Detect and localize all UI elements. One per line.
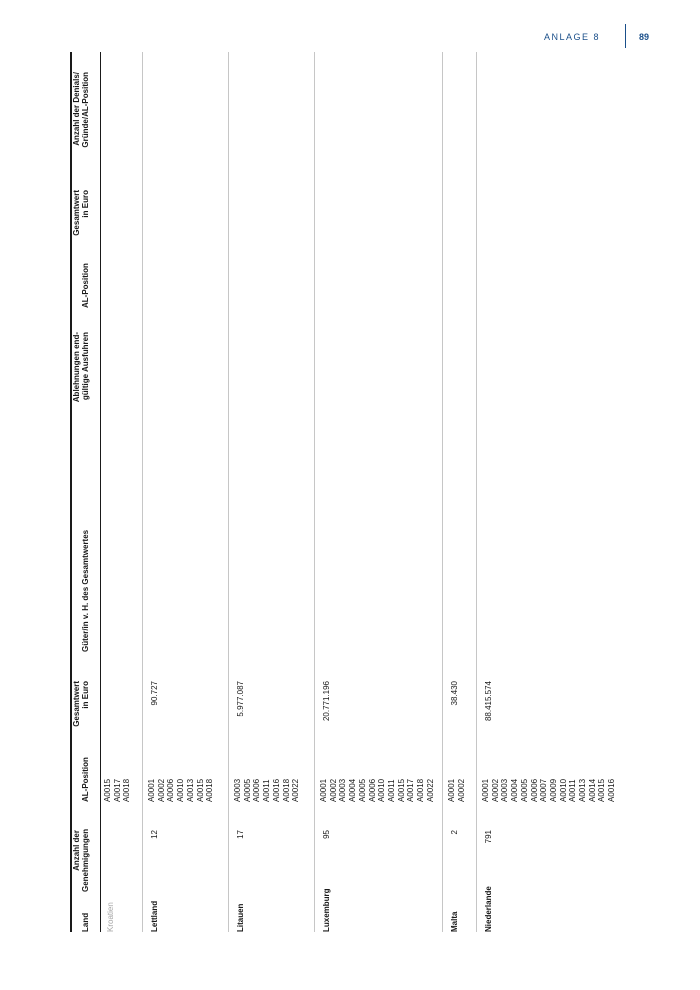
al-position-code: A0016 <box>271 778 281 802</box>
al-position-code: A0010 <box>176 778 186 802</box>
row-positions <box>481 762 617 802</box>
col-gueter: Güter/in v. H. des Gesamtwertes <box>81 529 90 652</box>
col-gesamtwert2-line1: Gesamtwert <box>72 190 81 236</box>
al-position-code: A0001 <box>319 778 328 802</box>
row-country: Malta <box>450 911 459 932</box>
table-row <box>147 52 225 932</box>
al-position-code: A0015 <box>195 778 205 802</box>
al-position-code: A0006 <box>252 778 262 802</box>
row-country: Kroatien <box>106 902 115 932</box>
al-position-code: A0015 <box>597 778 607 802</box>
col-ablehnungen <box>72 332 90 412</box>
row-value: 88.415.574 <box>484 681 493 722</box>
al-position-code: A0005 <box>242 778 252 802</box>
al-position-code: A0014 <box>587 778 597 802</box>
col-denials-line1: Anzahl der Denials/ <box>72 72 81 146</box>
col-gesamtwert-line2: in Euro <box>81 681 90 709</box>
row-positions <box>147 762 215 802</box>
col-al-position-2: AL-Position <box>81 263 90 308</box>
al-position-code: A0006 <box>529 778 539 802</box>
row-divider <box>314 52 315 932</box>
table-row <box>103 52 140 932</box>
al-position-code: A0002 <box>156 778 166 802</box>
al-position-code: A0009 <box>548 778 558 802</box>
row-value: 5.977.087 <box>236 681 245 717</box>
row-value: 38.430 <box>450 681 459 706</box>
col-gesamtwert-2 <box>72 190 90 242</box>
table-header <box>72 52 100 932</box>
al-position-code: A0011 <box>386 779 396 802</box>
row-count: 95 <box>322 830 331 839</box>
al-position-code: A0006 <box>367 778 377 802</box>
row-count: 791 <box>484 830 493 844</box>
al-position-code: A0001 <box>147 778 156 802</box>
export-table <box>70 52 650 932</box>
table-header-rule <box>100 52 101 932</box>
al-position-code: A0006 <box>166 778 176 802</box>
row-value: 20.771.196 <box>322 681 331 722</box>
col-denials <box>72 72 90 172</box>
al-position-code: A0018 <box>281 778 291 802</box>
row-positions <box>447 762 466 802</box>
al-position-code: A0011 <box>568 779 578 802</box>
col-al-position: AL-Position <box>81 757 90 802</box>
al-position-code: A0016 <box>607 778 617 802</box>
table-row <box>319 52 439 932</box>
al-position-code: A0015 <box>103 778 112 802</box>
al-position-code: A0005 <box>357 778 367 802</box>
al-position-code: A0017 <box>112 778 122 802</box>
al-position-code: A0005 <box>519 778 529 802</box>
al-position-code: A0007 <box>539 778 549 802</box>
al-position-code: A0002 <box>490 778 500 802</box>
table-row <box>233 52 311 932</box>
al-position-code: A0015 <box>396 778 406 802</box>
col-land: Land <box>81 912 90 932</box>
al-position-code: A0001 <box>481 778 490 802</box>
al-position-code: A0003 <box>233 778 242 802</box>
row-country: Litauen <box>236 903 245 932</box>
al-position-code: A0002 <box>456 778 466 802</box>
row-divider <box>228 52 229 932</box>
al-position-code: A0013 <box>185 778 195 802</box>
col-gesamtwert-line1: Gesamtwert <box>72 681 81 727</box>
row-value: 90.727 <box>150 681 159 706</box>
row-positions <box>103 762 132 802</box>
page-number: 89 <box>639 32 650 42</box>
col-anzahl <box>72 830 90 892</box>
row-count: 2 <box>450 830 459 835</box>
al-position-code: A0018 <box>205 778 215 802</box>
table-row <box>447 52 472 932</box>
al-position-code: A0003 <box>500 778 510 802</box>
al-position-code: A0003 <box>338 778 348 802</box>
al-position-code: A0001 <box>447 778 456 802</box>
al-position-code: A0018 <box>122 778 132 802</box>
al-position-code: A0010 <box>377 778 387 802</box>
row-positions <box>233 762 301 802</box>
row-country: Niederlande <box>484 886 493 932</box>
header-divider <box>625 24 626 48</box>
al-position-code: A0011 <box>262 779 272 802</box>
col-gesamtwert2-line2: in Euro <box>81 190 90 218</box>
al-position-code: A0018 <box>416 778 426 802</box>
col-denials-line2: Gründe/AL-Position <box>81 72 90 148</box>
row-country: Lettland <box>150 900 159 932</box>
row-positions <box>319 762 435 802</box>
row-divider <box>142 52 143 932</box>
row-divider <box>476 52 477 932</box>
al-position-code: A0010 <box>558 778 568 802</box>
row-count: 17 <box>236 830 245 839</box>
page-header <box>0 24 700 54</box>
col-ablehnungen-line2: gültige Ausfuhren <box>81 332 90 401</box>
col-ablehnungen-line1: Ablehnungen end- <box>72 332 81 403</box>
al-position-code: A0017 <box>406 778 416 802</box>
al-position-code: A0022 <box>425 778 435 802</box>
al-position-code: A0004 <box>510 778 520 802</box>
al-position-code: A0013 <box>578 778 588 802</box>
annex-label: ANLAGE 8 <box>543 32 600 42</box>
al-position-code: A0022 <box>291 778 301 802</box>
col-gesamtwert <box>72 681 90 732</box>
col-anzahl-line2: Genehmigungen <box>81 828 90 892</box>
row-divider <box>442 52 443 932</box>
row-country: Luxemburg <box>322 888 331 932</box>
table-row <box>481 52 621 932</box>
al-position-code: A0004 <box>348 778 358 802</box>
al-position-code: A0002 <box>328 778 338 802</box>
col-anzahl-line1: Anzahl der <box>72 830 81 871</box>
row-count: 12 <box>150 830 159 839</box>
